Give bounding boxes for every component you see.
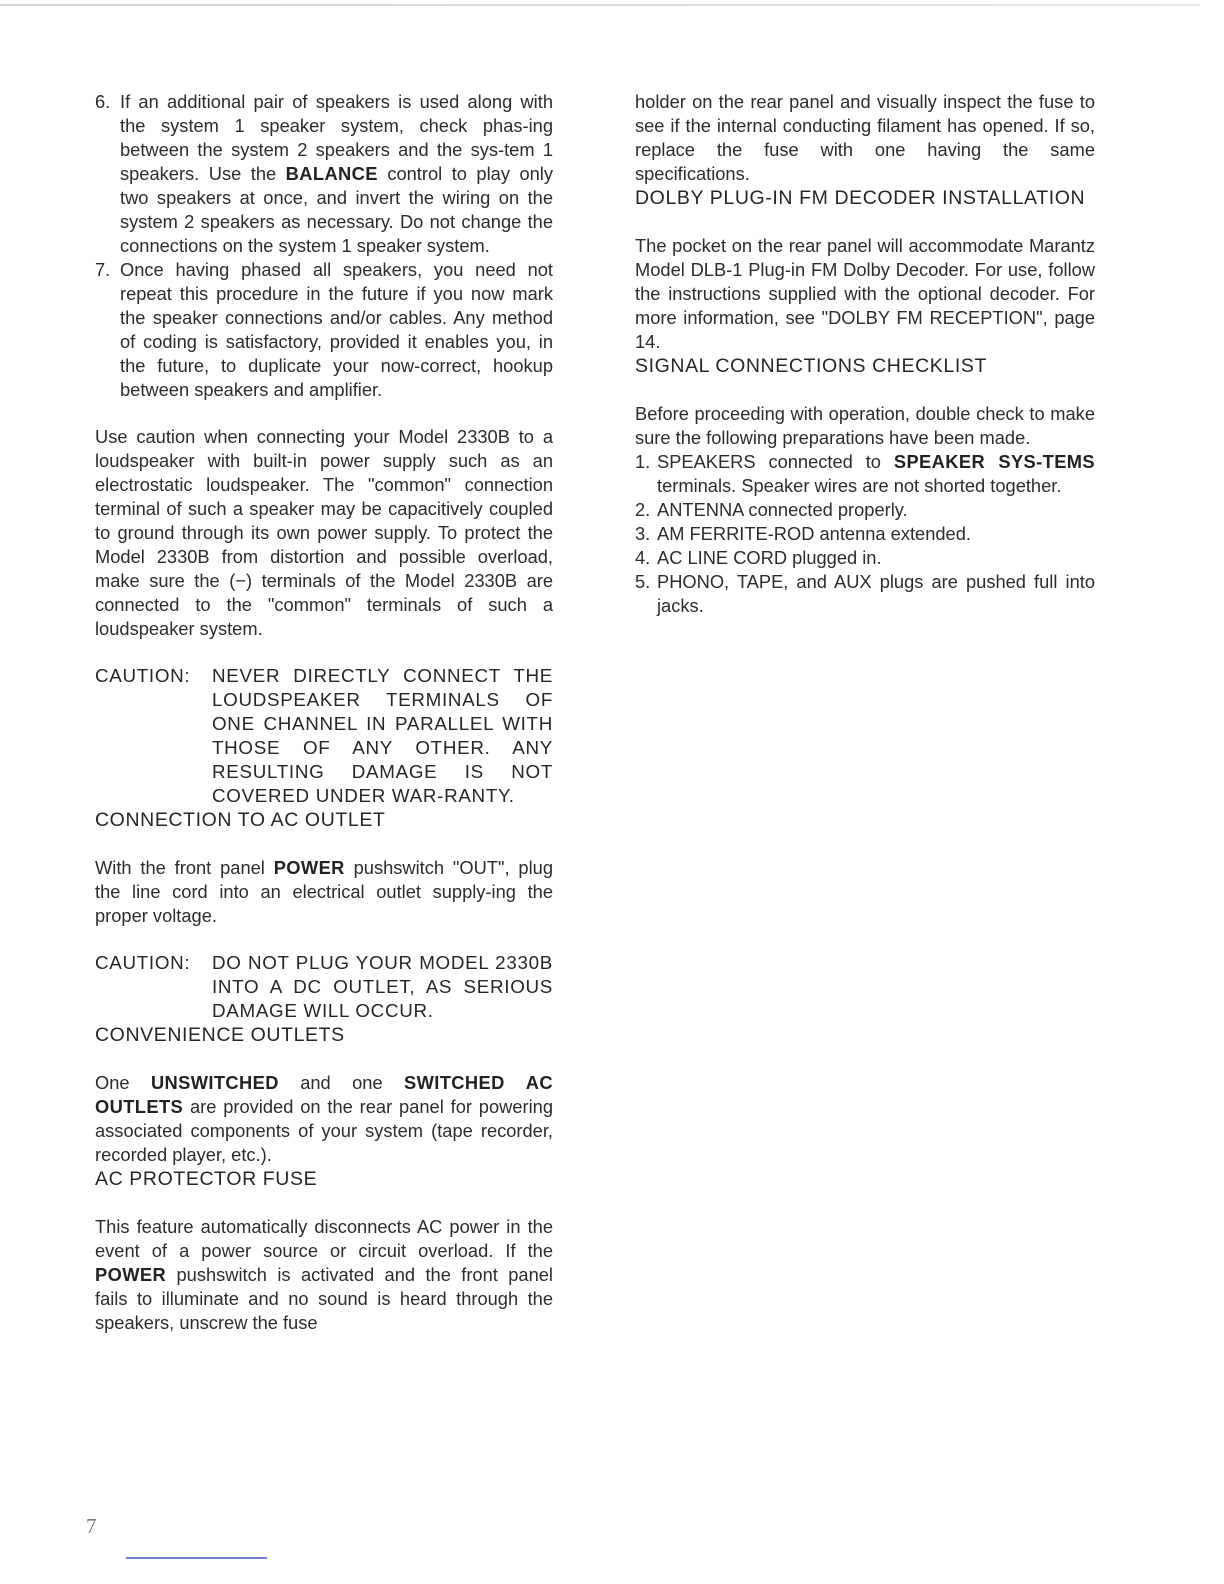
item-text: Once having phased all speakers, you need not repeat this procedure in the future if you now mark the speaker connections and/or cables. Any method of coding is satisfactory, provided it enables you, in the future, to duplicate your now-correct, hookup between speakers and amplifier. bbox=[120, 259, 553, 400]
fuse-continued-paragraph: holder on the rear panel and visually inspect the fuse to see if the internal conducting filament has opened. If so, replace the fuse with one having the same specifications. bbox=[635, 91, 1095, 184]
ac-outlet-paragraph bbox=[95, 856, 553, 928]
checklist-item-2 bbox=[635, 498, 1095, 522]
heading-dolby-decoder: DOLBY PLUG-IN FM DECODER INSTALLATION bbox=[635, 187, 1086, 209]
list-number: 1. bbox=[635, 451, 651, 472]
heading-ac-protector-fuse: AC PROTECTOR FUSE bbox=[95, 1168, 318, 1190]
checklist-item-1 bbox=[635, 450, 1095, 498]
list-number: 7. bbox=[95, 259, 111, 280]
item-text: terminals. Speaker wires are not shorted together. bbox=[657, 475, 1062, 496]
unswitched-term: UNSWITCHED bbox=[150, 1072, 279, 1093]
paragraph-text: pushswitch is activated and the front panel fails to illuminate and no sound is heard through the speakers, unscrew the fuse bbox=[95, 1264, 553, 1333]
checklist-item-3 bbox=[635, 522, 1095, 546]
speaker-steps-list bbox=[95, 90, 553, 402]
heading-convenience-outlets: CONVENIENCE OUTLETS bbox=[95, 1024, 345, 1046]
power-term: POWER bbox=[273, 857, 345, 878]
item-text: control to play only two speakers at once, and invert the wiring on the system 2 speakers as necessary. Do not change the connections on the system 1 speaker system. bbox=[120, 163, 554, 256]
paragraph-text: This feature automatically disconnects AC power in the event of a power source or circuit overload. If the bbox=[95, 1216, 553, 1261]
caution-text: NEVER DIRECTLY CONNECT THE LOUDSPEAKER TERMINALS OF ONE CHANNEL IN PARALLEL WITH THOSE OF ANY OTHER. ANY RESULTING DAMAGE IS NOT COVERED UNDER WAR-RANTY. bbox=[212, 665, 553, 806]
convenience-paragraph bbox=[95, 1071, 553, 1167]
caution-label: CAUTION: bbox=[95, 665, 191, 686]
fuse-paragraph bbox=[95, 1215, 553, 1335]
caution-parallel-block bbox=[95, 664, 553, 808]
caution-label: CAUTION: bbox=[95, 952, 191, 973]
checklist-item-5 bbox=[635, 570, 1095, 618]
switched-term: SWITCHED AC OUTLETS bbox=[95, 1072, 553, 1117]
dolby-paragraph: The pocket on the rear panel will accommodate Marantz Model DLB-1 Plug-in FM Dolby Decoder. For use, follow the instructions supplied with the optional decoder. For more information, see "DOLBY FM RECEPTION", page 14. bbox=[635, 235, 1095, 352]
list-number: 4. bbox=[635, 547, 651, 568]
electrostatic-caution-paragraph: Use caution when connecting your Model 2330B to a loudspeaker with built-in power supply such as an electrostatic loudspeaker. The "common" connection terminal of such a speaker may be capacitively coupled to ground through its own power supply. To protect the Model 2330B from distortion and possible overload, make sure the (−) terminals of the Model 2330B are connected to the "common" terminals of such a loudspeaker system. bbox=[95, 426, 553, 639]
list-number: 2. bbox=[635, 499, 651, 520]
heading-ac-outlet: CONNECTION TO AC OUTLET bbox=[95, 809, 386, 831]
paragraph-text: pushswitch "OUT", plug the line cord into an electrical outlet supply-ing the proper voltage. bbox=[95, 857, 553, 926]
item-text: PHONO, TAPE, and AUX plugs are pushed full into jacks. bbox=[657, 571, 1095, 616]
item-text: If an additional pair of speakers is used along with the system 1 speaker system, check phas-ing between the system 2 speakers and the sys-tem 1 speakers. Use the bbox=[120, 91, 553, 184]
page-number: 7 bbox=[86, 1514, 97, 1538]
item-text: AC LINE CORD plugged in. bbox=[657, 547, 882, 568]
speaker-systems-term: SPEAKER SYS-TEMS bbox=[893, 451, 1096, 472]
checklist-intro: Before proceeding with operation, double check to make sure the following preparations have been made. bbox=[635, 403, 1095, 448]
power-term: POWER bbox=[95, 1264, 167, 1285]
checklist-item-4 bbox=[635, 546, 1095, 570]
paragraph-text: With the front panel bbox=[95, 857, 274, 878]
paragraph-text: and one bbox=[278, 1072, 404, 1093]
paragraph-text: One bbox=[95, 1072, 151, 1093]
item-text: ANTENNA connected properly. bbox=[657, 499, 908, 520]
left-column bbox=[95, 90, 553, 1335]
list-item-6 bbox=[95, 90, 553, 258]
list-number: 6. bbox=[95, 91, 111, 112]
list-item-7 bbox=[95, 258, 553, 402]
caution-text: DO NOT PLUG YOUR MODEL 2330B INTO A DC OUTLET, AS SERIOUS DAMAGE WILL OCCUR. bbox=[212, 952, 553, 1021]
bottom-rule bbox=[126, 1557, 267, 1559]
top-rule bbox=[0, 4, 1200, 6]
right-column bbox=[635, 90, 1095, 618]
item-text: AM FERRITE-ROD antenna extended. bbox=[657, 523, 971, 544]
caution-dc-block bbox=[95, 951, 553, 1023]
list-number: 5. bbox=[635, 571, 651, 592]
checklist bbox=[635, 450, 1095, 618]
balance-term: BALANCE bbox=[285, 163, 378, 184]
paragraph-text: are provided on the rear panel for powering associated components of your system (tape recorder, recorded player, etc.). bbox=[95, 1096, 553, 1165]
list-number: 3. bbox=[635, 523, 651, 544]
heading-signal-checklist: SIGNAL CONNECTIONS CHECKLIST bbox=[635, 355, 987, 377]
item-text: SPEAKERS connected to bbox=[657, 451, 894, 472]
